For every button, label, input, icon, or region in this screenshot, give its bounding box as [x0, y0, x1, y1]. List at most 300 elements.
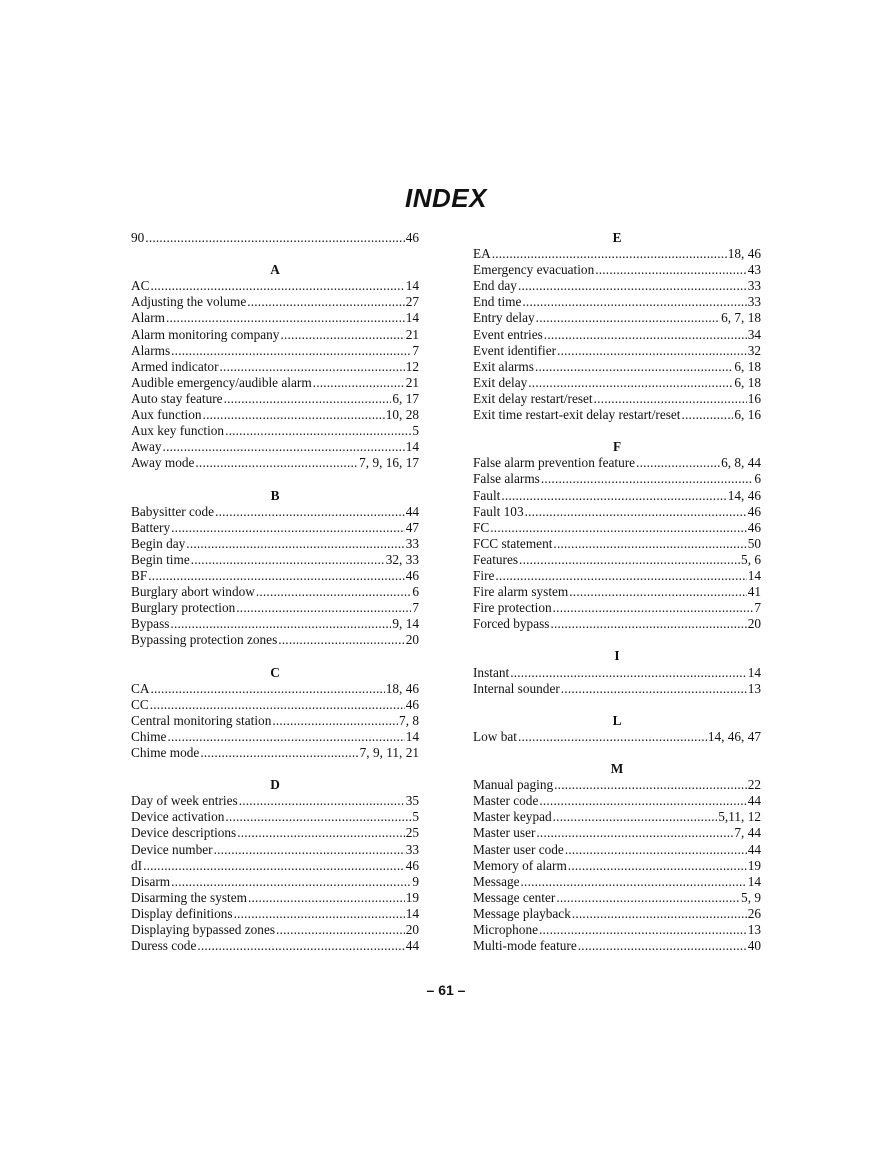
entry-pages: 14	[405, 278, 419, 294]
dot-leader	[150, 697, 405, 713]
index-section	[131, 761, 419, 954]
entry-pages: 18, 46	[727, 246, 761, 262]
index-entry	[131, 729, 419, 745]
index-entry	[131, 858, 419, 874]
index-entry	[131, 842, 419, 858]
index-entry	[473, 310, 761, 326]
entry-pages: 14	[405, 728, 419, 744]
entry-term: Event entries	[473, 326, 543, 342]
index-entry	[473, 327, 761, 343]
index-entry	[131, 809, 419, 825]
dot-leader	[247, 294, 404, 310]
entry-term: Fire protection	[473, 600, 552, 616]
index-entry	[473, 858, 761, 874]
entry-term: Aux function	[131, 407, 202, 423]
dot-leader	[272, 713, 398, 729]
index-entry	[473, 455, 761, 471]
entry-pages: 44	[747, 793, 761, 809]
dot-leader	[150, 681, 384, 697]
page-number: – 61 –	[426, 982, 466, 998]
entry-pages: 46	[747, 519, 761, 535]
dot-leader	[148, 568, 404, 584]
dot-leader	[191, 552, 385, 568]
index-entry	[473, 665, 761, 681]
index-entry	[131, 922, 419, 938]
dot-leader	[553, 600, 754, 616]
entry-pages: 13	[747, 922, 761, 938]
entry-pages: 32	[747, 342, 761, 358]
dot-leader	[578, 938, 747, 954]
entry-pages: 33	[405, 535, 419, 551]
dot-leader	[536, 310, 720, 326]
dot-leader	[510, 665, 747, 681]
entry-term: Babysitter code	[131, 503, 215, 519]
index-entry	[473, 568, 761, 584]
entry-pages: 33	[747, 278, 761, 294]
dot-leader	[197, 938, 404, 954]
index-entry	[131, 407, 419, 423]
dot-leader	[553, 536, 746, 552]
entry-pages: 9, 14	[392, 616, 419, 632]
entry-pages: 44	[747, 841, 761, 857]
index-entry	[131, 825, 419, 841]
index-entry	[131, 713, 419, 729]
entry-term: Features	[473, 551, 519, 567]
entry-pages: 16	[747, 390, 761, 406]
entry-pages: 6	[754, 471, 761, 487]
index-entry	[473, 922, 761, 938]
entry-pages: 14	[747, 664, 761, 680]
entry-pages: 25	[405, 825, 419, 841]
index-entry	[131, 230, 419, 246]
dot-leader	[214, 842, 405, 858]
entry-pages: 27	[405, 294, 419, 310]
entry-term: Memory of alarm	[473, 857, 567, 873]
index-section	[131, 648, 419, 761]
entry-pages: 22	[747, 777, 761, 793]
index-section	[131, 230, 419, 246]
entry-pages: 46	[405, 567, 419, 583]
index-entry	[131, 294, 419, 310]
index-section	[473, 423, 761, 632]
section-spacer	[473, 423, 761, 439]
entry-term: Begin time	[131, 551, 190, 567]
entry-term: End day	[473, 278, 517, 294]
entry-pages: 44	[405, 938, 419, 954]
dot-leader	[256, 584, 412, 600]
dot-leader	[554, 777, 747, 793]
index-section	[473, 745, 761, 954]
entry-term: Adjusting the volume	[131, 294, 247, 310]
entry-term: Device descriptions	[131, 825, 237, 841]
entry-pages: 50	[747, 535, 761, 551]
index-entry	[131, 568, 419, 584]
dot-leader	[561, 681, 747, 697]
index-entry	[473, 874, 761, 890]
dot-leader	[495, 568, 746, 584]
index-entry	[131, 455, 419, 471]
dot-leader	[166, 310, 405, 326]
entry-pages: 19	[747, 857, 761, 873]
entry-pages: 12	[405, 358, 419, 374]
entry-pages: 21	[405, 374, 419, 390]
entry-pages: 46	[747, 503, 761, 519]
entry-term: Alarms	[131, 342, 171, 358]
dot-leader	[145, 230, 404, 246]
dot-leader	[234, 906, 405, 922]
dot-leader	[519, 552, 740, 568]
entry-term: Master user	[473, 825, 536, 841]
entry-term: Burglary abort window	[131, 584, 255, 600]
index-entry	[473, 246, 761, 262]
index-entry	[131, 359, 419, 375]
index-entry	[131, 600, 419, 616]
entry-term: Exit alarms	[473, 358, 534, 374]
dot-leader	[553, 809, 718, 825]
entry-pages: 6, 17	[392, 390, 419, 406]
index-entry	[131, 697, 419, 713]
entry-term: Displaying bypassed zones	[131, 922, 276, 938]
entry-pages: 14	[405, 905, 419, 921]
dot-leader	[492, 246, 727, 262]
entry-term: Exit delay	[473, 374, 528, 390]
entry-term: Fault 103	[473, 503, 524, 519]
entry-pages: 5, 6	[741, 551, 761, 567]
dot-leader	[143, 858, 405, 874]
index-entry	[473, 294, 761, 310]
index-entry	[131, 439, 419, 455]
entry-pages: 7, 9, 11, 21	[359, 745, 419, 760]
index-entry	[131, 938, 419, 954]
section-letter: A	[270, 262, 280, 278]
entry-pages: 40	[747, 938, 761, 954]
index-entry	[473, 842, 761, 858]
dot-leader	[556, 890, 740, 906]
entry-pages: 33	[405, 841, 419, 857]
entry-term: Message playback	[473, 905, 571, 921]
entry-pages: 9	[412, 873, 419, 889]
entry-term: Burglary protection	[131, 600, 236, 616]
entry-pages: 10, 28	[385, 407, 419, 423]
entry-term: CA	[131, 680, 150, 696]
section-letter: E	[612, 230, 622, 245]
index-entry	[131, 793, 419, 809]
index-entry	[473, 407, 761, 423]
entry-term: Master code	[473, 793, 539, 809]
entry-pages: 6	[412, 584, 419, 600]
index-entry	[131, 874, 419, 890]
entry-pages: 7, 8	[399, 712, 419, 728]
entry-pages: 32, 33	[385, 551, 419, 567]
dot-leader	[163, 439, 405, 455]
index-entry	[131, 584, 419, 600]
entry-term: Instant	[473, 664, 510, 680]
index-entry	[473, 890, 761, 906]
index-entry	[473, 488, 761, 504]
dot-leader	[248, 890, 405, 906]
dot-leader	[636, 455, 720, 471]
dot-leader	[225, 423, 411, 439]
dot-leader	[224, 391, 392, 407]
dot-leader	[525, 504, 747, 520]
entry-term: Chime mode	[131, 745, 200, 760]
entry-pages: 43	[747, 262, 761, 278]
entry-term: False alarm prevention feature	[473, 455, 636, 471]
index-entry	[473, 343, 761, 359]
entry-term: False alarms	[473, 471, 540, 487]
entry-pages: 6, 16	[734, 407, 761, 423]
dot-leader	[200, 745, 358, 761]
dot-leader	[490, 520, 746, 536]
entry-pages: 19	[405, 889, 419, 905]
entry-term: Manual paging	[473, 777, 554, 793]
index-entry	[473, 584, 761, 600]
index-entry	[131, 745, 419, 761]
section-letter: I	[614, 648, 620, 664]
index-column-right	[473, 230, 761, 954]
entry-pages: 46	[405, 696, 419, 712]
index-entry	[473, 793, 761, 809]
index-entry	[131, 310, 419, 326]
index-entry	[473, 777, 761, 793]
index-section	[473, 697, 761, 745]
dot-leader	[682, 407, 734, 423]
dot-leader	[557, 343, 747, 359]
entry-term: Internal sounder	[473, 680, 560, 696]
index-entry	[473, 504, 761, 520]
entry-pages: 7	[412, 342, 419, 358]
entry-pages: 46	[405, 230, 419, 245]
dot-leader	[536, 825, 733, 841]
entry-pages: 18, 46	[385, 680, 419, 696]
entry-term: Entry delay	[473, 310, 535, 326]
entry-pages: 14	[747, 567, 761, 583]
dot-leader	[572, 906, 747, 922]
index-section	[131, 246, 419, 471]
index-entry	[473, 278, 761, 294]
entry-pages: 6, 18	[734, 374, 761, 390]
index-entry	[131, 278, 419, 294]
entry-term: dI	[131, 857, 143, 873]
index-entry	[473, 616, 761, 632]
index-entry	[473, 938, 761, 954]
entry-term: Device number	[131, 841, 213, 857]
section-spacer	[131, 761, 419, 777]
dot-leader	[313, 375, 405, 391]
dot-leader	[237, 825, 404, 841]
section-letter: F	[612, 439, 622, 455]
index-entry	[473, 681, 761, 697]
index-entry	[131, 343, 419, 359]
index-entry	[473, 536, 761, 552]
entry-pages: 33	[747, 294, 761, 310]
index-entry	[473, 825, 761, 841]
index-entry	[131, 391, 419, 407]
index-entry	[473, 729, 761, 745]
dot-leader	[565, 842, 747, 858]
entry-pages: 13	[747, 680, 761, 696]
index-entry	[131, 327, 419, 343]
dot-leader	[528, 375, 733, 391]
entry-pages: 5	[412, 423, 419, 439]
entry-term: BF	[131, 567, 148, 583]
entry-term: AC	[131, 278, 150, 294]
index-entry	[473, 471, 761, 487]
entry-pages: 14	[747, 873, 761, 889]
dot-leader	[594, 391, 747, 407]
dot-leader	[544, 327, 747, 343]
entry-term: 90	[131, 230, 145, 245]
page-title: INDEX	[405, 183, 487, 213]
dot-leader	[518, 729, 707, 745]
dot-leader	[278, 632, 404, 648]
index-entry	[131, 423, 419, 439]
entry-term: Aux key function	[131, 423, 225, 439]
dot-leader	[225, 809, 411, 825]
entry-pages: 35	[405, 793, 419, 809]
dot-leader	[167, 729, 404, 745]
index-entry	[131, 552, 419, 568]
index-entry	[131, 681, 419, 697]
entry-term: Exit delay restart/reset	[473, 390, 593, 406]
section-spacer	[473, 697, 761, 713]
dot-leader	[203, 407, 385, 423]
entry-term: Message center	[473, 889, 556, 905]
dot-leader	[501, 488, 726, 504]
index-entry	[131, 520, 419, 536]
index-entry	[473, 906, 761, 922]
entry-term: Event identifier	[473, 342, 557, 358]
entry-pages: 5,11, 12	[718, 809, 761, 825]
dot-leader	[150, 278, 404, 294]
entry-pages: 26	[747, 905, 761, 921]
dot-leader	[171, 874, 411, 890]
dot-leader	[276, 922, 405, 938]
dot-leader	[569, 584, 746, 600]
section-spacer	[473, 745, 761, 761]
entry-term: Alarm	[131, 310, 165, 326]
index-entry	[473, 262, 761, 278]
entry-pages: 7	[754, 600, 761, 616]
index-entry	[131, 890, 419, 906]
entry-pages: 14	[405, 439, 419, 455]
entry-pages: 14, 46	[727, 487, 761, 503]
entry-term: Device activation	[131, 809, 225, 825]
section-letter: B	[270, 487, 280, 503]
entry-term: Audible emergency/audible alarm	[131, 374, 312, 390]
entry-pages: 34	[747, 326, 761, 342]
index-entry	[473, 391, 761, 407]
entry-pages: 14	[405, 310, 419, 326]
entry-term: Message	[473, 873, 520, 889]
index-entry	[473, 552, 761, 568]
entry-term: Auto stay feature	[131, 390, 223, 406]
entry-term: Master user code	[473, 841, 564, 857]
index-entry	[131, 504, 419, 520]
entry-term: Emergency evacuation	[473, 262, 595, 278]
dot-leader	[236, 600, 411, 616]
entry-term: Forced bypass	[473, 616, 550, 632]
entry-term: FC	[473, 519, 490, 535]
dot-leader	[220, 359, 405, 375]
entry-term: Battery	[131, 519, 171, 535]
dot-leader	[541, 471, 754, 487]
entry-pages: 7	[412, 600, 419, 616]
entry-term: Exit time restart-exit delay restart/reset	[473, 407, 681, 423]
entry-term: FCC statement	[473, 535, 553, 551]
entry-pages: 7, 9, 16, 17	[359, 455, 419, 471]
entry-term: Master keypad	[473, 809, 552, 825]
entry-term: Display definitions	[131, 905, 233, 921]
entry-term: Disarm	[131, 873, 171, 889]
index-entry	[473, 520, 761, 536]
entry-term: Multi-mode feature	[473, 938, 577, 954]
entry-pages: 20	[747, 616, 761, 632]
dot-leader	[550, 616, 746, 632]
index-column-left	[131, 230, 419, 954]
entry-pages: 7, 44	[734, 825, 761, 841]
entry-pages: 41	[747, 584, 761, 600]
index-entry	[131, 375, 419, 391]
index-section	[131, 471, 419, 648]
dot-leader	[595, 262, 746, 278]
entry-term: Microphone	[473, 922, 538, 938]
entry-term: End time	[473, 294, 522, 310]
entry-term: Duress code	[131, 938, 197, 954]
index-section	[473, 230, 761, 423]
section-letter: C	[270, 664, 280, 680]
section-spacer	[131, 471, 419, 487]
index-entry	[473, 809, 761, 825]
entry-pages: 5	[412, 809, 419, 825]
entry-pages: 6, 7, 18	[721, 310, 761, 326]
entry-term: CC	[131, 696, 149, 712]
entry-term: Central monitoring station	[131, 712, 272, 728]
dot-leader	[522, 294, 746, 310]
dot-leader	[195, 455, 358, 471]
entry-term: Bypassing protection zones	[131, 632, 278, 648]
index-entry	[131, 906, 419, 922]
dot-leader	[518, 278, 747, 294]
dot-leader	[568, 858, 747, 874]
entry-term: Fire	[473, 567, 495, 583]
section-letter: M	[610, 761, 624, 777]
dot-leader	[186, 536, 404, 552]
dot-leader	[171, 520, 405, 536]
dot-leader	[535, 359, 733, 375]
index-entry	[131, 536, 419, 552]
entry-pages: 21	[405, 326, 419, 342]
index-entry	[473, 359, 761, 375]
dot-leader	[539, 922, 747, 938]
entry-term: Disarming the system	[131, 889, 247, 905]
entry-term: Alarm monitoring company	[131, 326, 280, 342]
section-letter: L	[612, 712, 622, 728]
entry-pages: 6, 18	[734, 358, 761, 374]
dot-leader	[521, 874, 747, 890]
entry-term: Low bat	[473, 728, 517, 744]
entry-term: Bypass	[131, 616, 170, 632]
entry-term: Day of week entries	[131, 793, 238, 809]
entry-pages: 47	[405, 519, 419, 535]
dot-leader	[280, 327, 404, 343]
dot-leader	[239, 793, 405, 809]
entry-pages: 14, 46, 47	[707, 728, 761, 744]
entry-term: EA	[473, 246, 491, 262]
dot-leader	[170, 616, 391, 632]
entry-pages: 44	[405, 503, 419, 519]
entry-term: Chime	[131, 728, 167, 744]
